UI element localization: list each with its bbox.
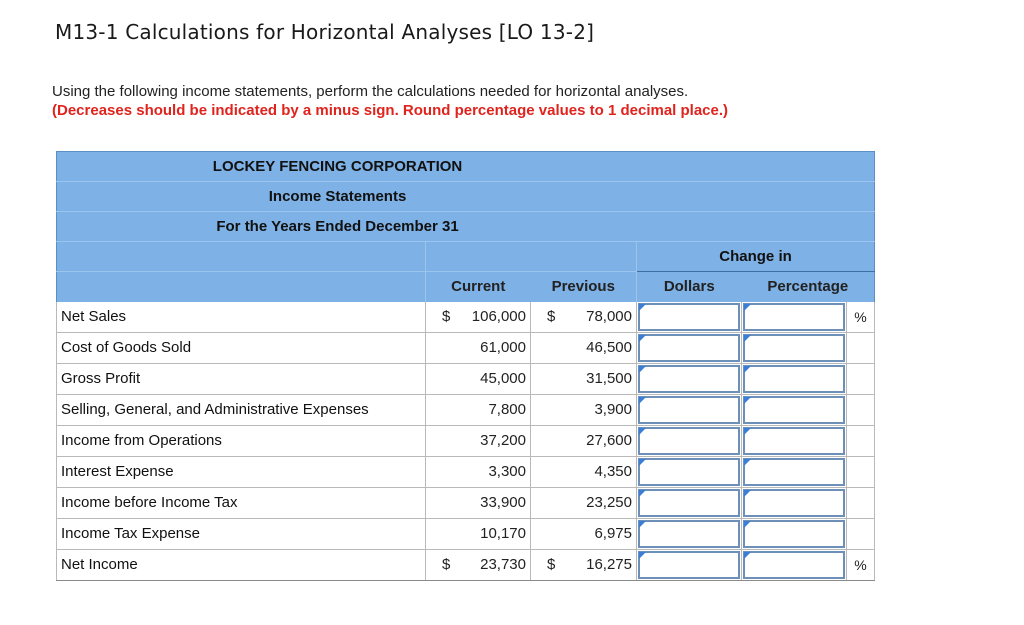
table-row xyxy=(57,549,875,580)
instructions-warning: (Decreases should be indicated by a minus sign. Round percentage values to 1 decimal place.) xyxy=(52,102,729,119)
statement-name: Income Statements xyxy=(57,182,875,212)
percent-change-input[interactable] xyxy=(745,522,847,548)
row-label: Net Income xyxy=(57,549,426,580)
percent-change-cell xyxy=(742,363,847,394)
previous-amount xyxy=(531,549,637,580)
dollar-change-cell xyxy=(637,425,742,456)
percent-change-input[interactable] xyxy=(745,429,847,455)
current-column-header: Current xyxy=(426,272,531,302)
percent-change-cell xyxy=(742,456,847,487)
currency-symbol: $ xyxy=(442,556,451,573)
row-label: Income before Income Tax xyxy=(57,487,426,518)
table-row xyxy=(57,456,875,487)
current-amount xyxy=(426,302,531,333)
dollar-change-cell xyxy=(637,363,742,394)
currency-symbol: $ xyxy=(442,308,451,325)
currency-symbol: $ xyxy=(547,556,556,573)
previous-amount xyxy=(531,456,637,487)
previous-value: 4,350 xyxy=(594,463,632,480)
percent-change-cell xyxy=(742,394,847,425)
percent-change-cell xyxy=(742,425,847,456)
percent-change-input[interactable] xyxy=(745,491,847,517)
current-amount xyxy=(426,456,531,487)
percent-change-cell xyxy=(742,332,847,363)
table-row xyxy=(57,363,875,394)
table-row xyxy=(57,487,875,518)
percent-change-input-box[interactable] xyxy=(743,551,845,579)
dollar-change-cell xyxy=(637,549,742,580)
dollars-column-header: Dollars xyxy=(637,272,742,302)
instructions xyxy=(52,82,728,120)
previous-amount xyxy=(531,425,637,456)
previous-amount xyxy=(531,363,637,394)
current-amount xyxy=(426,425,531,456)
percent-symbol xyxy=(847,518,875,549)
current-amount xyxy=(426,487,531,518)
current-amount xyxy=(426,549,531,580)
dollar-change-input-box[interactable] xyxy=(638,489,740,517)
dollar-change-input[interactable] xyxy=(640,553,742,579)
current-amount xyxy=(426,363,531,394)
dollar-change-input-box[interactable] xyxy=(638,520,740,548)
dollar-change-input-box[interactable] xyxy=(638,365,740,393)
dollar-change-input[interactable] xyxy=(640,460,742,486)
percent-symbol: % xyxy=(847,549,875,580)
previous-amount xyxy=(531,487,637,518)
previous-amount xyxy=(531,394,637,425)
dollar-change-cell xyxy=(637,332,742,363)
percent-change-input[interactable] xyxy=(745,460,847,486)
row-label: Net Sales xyxy=(57,302,426,333)
percent-change-input-box[interactable] xyxy=(743,489,845,517)
current-value: 10,170 xyxy=(480,525,526,542)
row-label: Interest Expense xyxy=(57,456,426,487)
previous-value: 27,600 xyxy=(586,432,632,449)
percent-change-input-box[interactable] xyxy=(743,427,845,455)
percent-change-input[interactable] xyxy=(745,336,847,362)
percentage-column-header: Percentage xyxy=(742,272,875,302)
current-amount xyxy=(426,518,531,549)
change-in-header: Change in xyxy=(637,242,875,272)
row-label: Selling, General, and Administrative Expenses xyxy=(57,394,426,425)
previous-amount xyxy=(531,302,637,333)
percent-change-input[interactable] xyxy=(745,553,847,579)
percent-change-input[interactable] xyxy=(745,398,847,424)
dollar-change-input[interactable] xyxy=(640,367,742,393)
previous-value: 16,275 xyxy=(586,556,632,573)
percent-change-cell xyxy=(742,487,847,518)
dollar-change-input-box[interactable] xyxy=(638,303,740,331)
dollar-change-cell xyxy=(637,302,742,333)
row-label: Cost of Goods Sold xyxy=(57,332,426,363)
current-value: 37,200 xyxy=(480,432,526,449)
percent-change-input-box[interactable] xyxy=(743,365,845,393)
dollar-change-cell xyxy=(637,456,742,487)
dollar-change-cell xyxy=(637,518,742,549)
percent-change-cell xyxy=(742,549,847,580)
dollar-change-cell xyxy=(637,394,742,425)
table-row xyxy=(57,425,875,456)
table-row xyxy=(57,302,875,333)
dollar-change-input[interactable] xyxy=(640,522,742,548)
percent-symbol xyxy=(847,487,875,518)
previous-value: 3,900 xyxy=(594,401,632,418)
company-name: LOCKEY FENCING CORPORATION xyxy=(57,152,875,182)
dollar-change-input-box[interactable] xyxy=(638,396,740,424)
dollar-change-input[interactable] xyxy=(640,305,742,331)
current-value: 33,900 xyxy=(480,494,526,511)
dollar-change-input-box[interactable] xyxy=(638,551,740,579)
previous-value: 46,500 xyxy=(586,339,632,356)
percent-symbol xyxy=(847,363,875,394)
dollar-change-input-box[interactable] xyxy=(638,458,740,486)
dollar-change-input-box[interactable] xyxy=(638,427,740,455)
percent-symbol xyxy=(847,425,875,456)
percent-symbol: % xyxy=(847,302,875,333)
statement-period: For the Years Ended December 31 xyxy=(57,212,875,242)
income-statement xyxy=(56,151,875,581)
current-value: 23,730 xyxy=(480,556,526,573)
percent-change-cell xyxy=(742,302,847,333)
percent-symbol xyxy=(847,332,875,363)
table-row xyxy=(57,518,875,549)
current-value: 7,800 xyxy=(488,401,526,418)
percent-symbol xyxy=(847,456,875,487)
current-amount xyxy=(426,332,531,363)
page-title: M13-1 Calculations for Horizontal Analyses [LO 13-2] xyxy=(55,20,595,44)
instructions-text: Using the following income statements, perform the calculations needed for horizontal analyses. xyxy=(52,83,689,100)
percent-change-input-box[interactable] xyxy=(743,520,845,548)
table-row xyxy=(57,394,875,425)
current-value: 45,000 xyxy=(480,370,526,387)
previous-value: 31,500 xyxy=(586,370,632,387)
percent-change-input-box[interactable] xyxy=(743,458,845,486)
previous-value: 6,975 xyxy=(594,525,632,542)
table-row xyxy=(57,332,875,363)
previous-value: 78,000 xyxy=(586,308,632,325)
dollar-change-input[interactable] xyxy=(640,429,742,455)
previous-amount xyxy=(531,332,637,363)
dollar-change-cell xyxy=(637,487,742,518)
previous-column-header: Previous xyxy=(531,272,637,302)
percent-change-cell xyxy=(742,518,847,549)
percent-change-input-box[interactable] xyxy=(743,334,845,362)
percent-change-input-box[interactable] xyxy=(743,303,845,331)
current-value: 61,000 xyxy=(480,339,526,356)
current-value: 106,000 xyxy=(471,308,526,325)
previous-value: 23,250 xyxy=(586,494,632,511)
row-label: Income from Operations xyxy=(57,425,426,456)
percent-symbol xyxy=(847,394,875,425)
dollar-change-input[interactable] xyxy=(640,336,742,362)
current-amount xyxy=(426,394,531,425)
percent-change-input[interactable] xyxy=(745,305,847,331)
percent-change-input-box[interactable] xyxy=(743,396,845,424)
previous-amount xyxy=(531,518,637,549)
percent-change-input[interactable] xyxy=(745,367,847,393)
dollar-change-input-box[interactable] xyxy=(638,334,740,362)
dollar-change-input[interactable] xyxy=(640,491,742,517)
currency-symbol: $ xyxy=(547,308,556,325)
row-label: Income Tax Expense xyxy=(57,518,426,549)
current-value: 3,300 xyxy=(488,463,526,480)
row-label: Gross Profit xyxy=(57,363,426,394)
dollar-change-input[interactable] xyxy=(640,398,742,424)
